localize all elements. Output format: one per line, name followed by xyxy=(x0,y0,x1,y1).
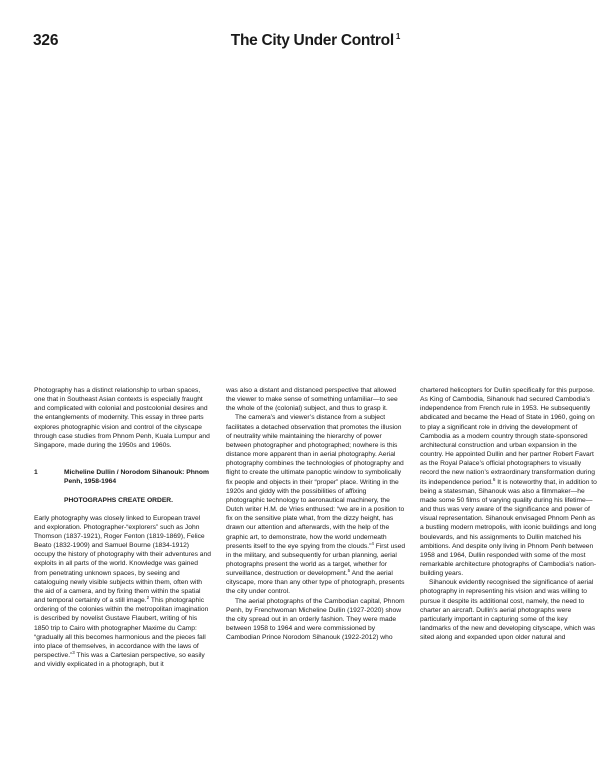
section-heading xyxy=(34,468,212,486)
footnote-marker: 5 xyxy=(347,568,351,574)
intro-paragraph: Photography has a distinct relationship to urban spaces, one that in Southeast Asian contexts is especially fraught and complicated with colonial and postcolonial desires and the entanglements of modernity. This essay in three parts explores photographic vision and control of the cityscape through case studies from Phnom Penh, Kuala Lumpur and Singapore, made during the 1950s and 1960s. xyxy=(34,387,210,449)
section-title: Micheline Dullin / Norodom Sihanouk: Phnom Penh, 1958-1964 xyxy=(64,469,209,486)
subheading: PHOTOGRAPHS CREATE ORDER. xyxy=(64,496,173,504)
footnote-marker: 3 xyxy=(72,650,75,656)
page-number: 326 xyxy=(33,32,59,49)
footnote-marker: 6 xyxy=(492,476,496,482)
paragraph: The aerial photographs of the Cambodian capital, Phnom Penh, by Frenchwoman Micheline Dullin (1927-2020) show the city spread out in an orderly fashion. They were made between 1958 to 1964 and were commissioned by Cambodian Prince Norodom Sihanouk (1922-2012) who xyxy=(226,597,405,642)
footnote-marker: 4 xyxy=(371,540,374,546)
paragraph: was also a distant and distanced perspective that allowed the viewer to make sense of something unfamiliar—to see the whole of the (colonial) subject, and thus to grasp it. xyxy=(226,387,398,413)
title-footnote-marker: 1 xyxy=(395,32,400,41)
paragraph: chartered helicopters for Dullin specifically for this purpose. As King of Cambodia, Sihanouk had secured Cambodia’s independence from French rule in 1953. He subsequently abdicated and became the Head of State in 1960, going on to play a significant role in driving the development of Cambodia as a modern country through state-sponsored architectural construction and urban expansion in the country. He appointed Dullin and her partner Robert Favart as the Royal Palace’s official photographers to visually record the new nation’s extraordinary transformation during its independence period.$^6$ It is noteworthy that, in addition to being a statesman, Sihanouk was also a filmmaker—he made some 50 films of varying quality during his lifetime—and thus was very aware of the significance and power of visual representation. Sihanouk envisaged Phnom Penh as a bustling modern metropolis, with iconic buildings and long boulevards, and his assignments to Dullin matched his ambitions. And despite only living in Phnom Penh between 1958 and 1964, Dullin responded with some of the most remarkable architecture photographs of Cambodia’s nation-building years. xyxy=(420,387,597,578)
section-number: 1 xyxy=(34,469,38,477)
text-column-2 xyxy=(226,386,406,642)
footnote-marker: 2 xyxy=(146,595,150,601)
text-column-3 xyxy=(420,386,600,642)
paragraph: The camera’s and viewer’s distance from a subject facilitates a detached observation that promotes the illusion of neutrality while maintaining the hierarchy of power between photographer and photographed; nowhere is this distance more apparent than in aerial photography. Aerial photography combines the technologies of photography and flight to create the ultimate panoptic window to symbolically fix people and objects in their “proper” place. Writing in the 1920s and giddy with the possibilities of affixing photographic technology to aeronautical machinery, the Dutch writer H.M. de Vries enthused: “we are in a position to fix on the sensitive plate what, from the dizzy height, has drawn our attention and afterwards, with the help of the graphic art, to demonstrate, how the world underneath presents itself to the eye spying from the clouds.”$^4$ First used in the military, and subsequently for urban planning, aerial photographs present the world as a target, whether for surveillance, destruction or development.$^5$ And the aerial cityscape, more than any other type of photograph, presents the city under control. xyxy=(226,414,406,596)
page-title-text: The City Under Control xyxy=(230,32,394,49)
text-column-1 xyxy=(34,386,212,669)
paragraph: Sihanouk evidently recognised the significance of aerial photography in representing his vision and was willing to pursue it despite its additional cost, namely, the need to charter an aircraft. Dullin’s aerial photographs were particularly important in capturing some of the key landmarks of the new and developing cityscape, which was sited along and expanded upon older natural and xyxy=(420,579,596,642)
page-title xyxy=(231,32,400,50)
paragraph: Early photography was closely linked to European travel and exploration. Photographer-“explorers” such as John Thomson (1837-1921), Roger Fenton (1819-1869), Felice Beato (1832-1909) and Samuel Bourne (1834-1912) occupy the history of photography with their adventures and exploits in all parts of the world. Knowledge was gained from penetrating unknown spaces, by seeing and cataloguing newly visible subjects within them, often with the aid of a camera, and by fixing them within the spatial and temporal certainty of a still image.$^2$ This photographic ordering of the colonies within the metropolitan imagination is described by novelist Gustave Flaubert, writing of his 1850 trip to Cairo with photographer Maxime du Camp: “gradually all this becomes harmonious and the pieces fall into place of themselves, in accordance with the laws of perspective.”$^3$ This was a Cartesian perspective, so easily and vividly explicated in a photograph, but it xyxy=(34,514,211,669)
